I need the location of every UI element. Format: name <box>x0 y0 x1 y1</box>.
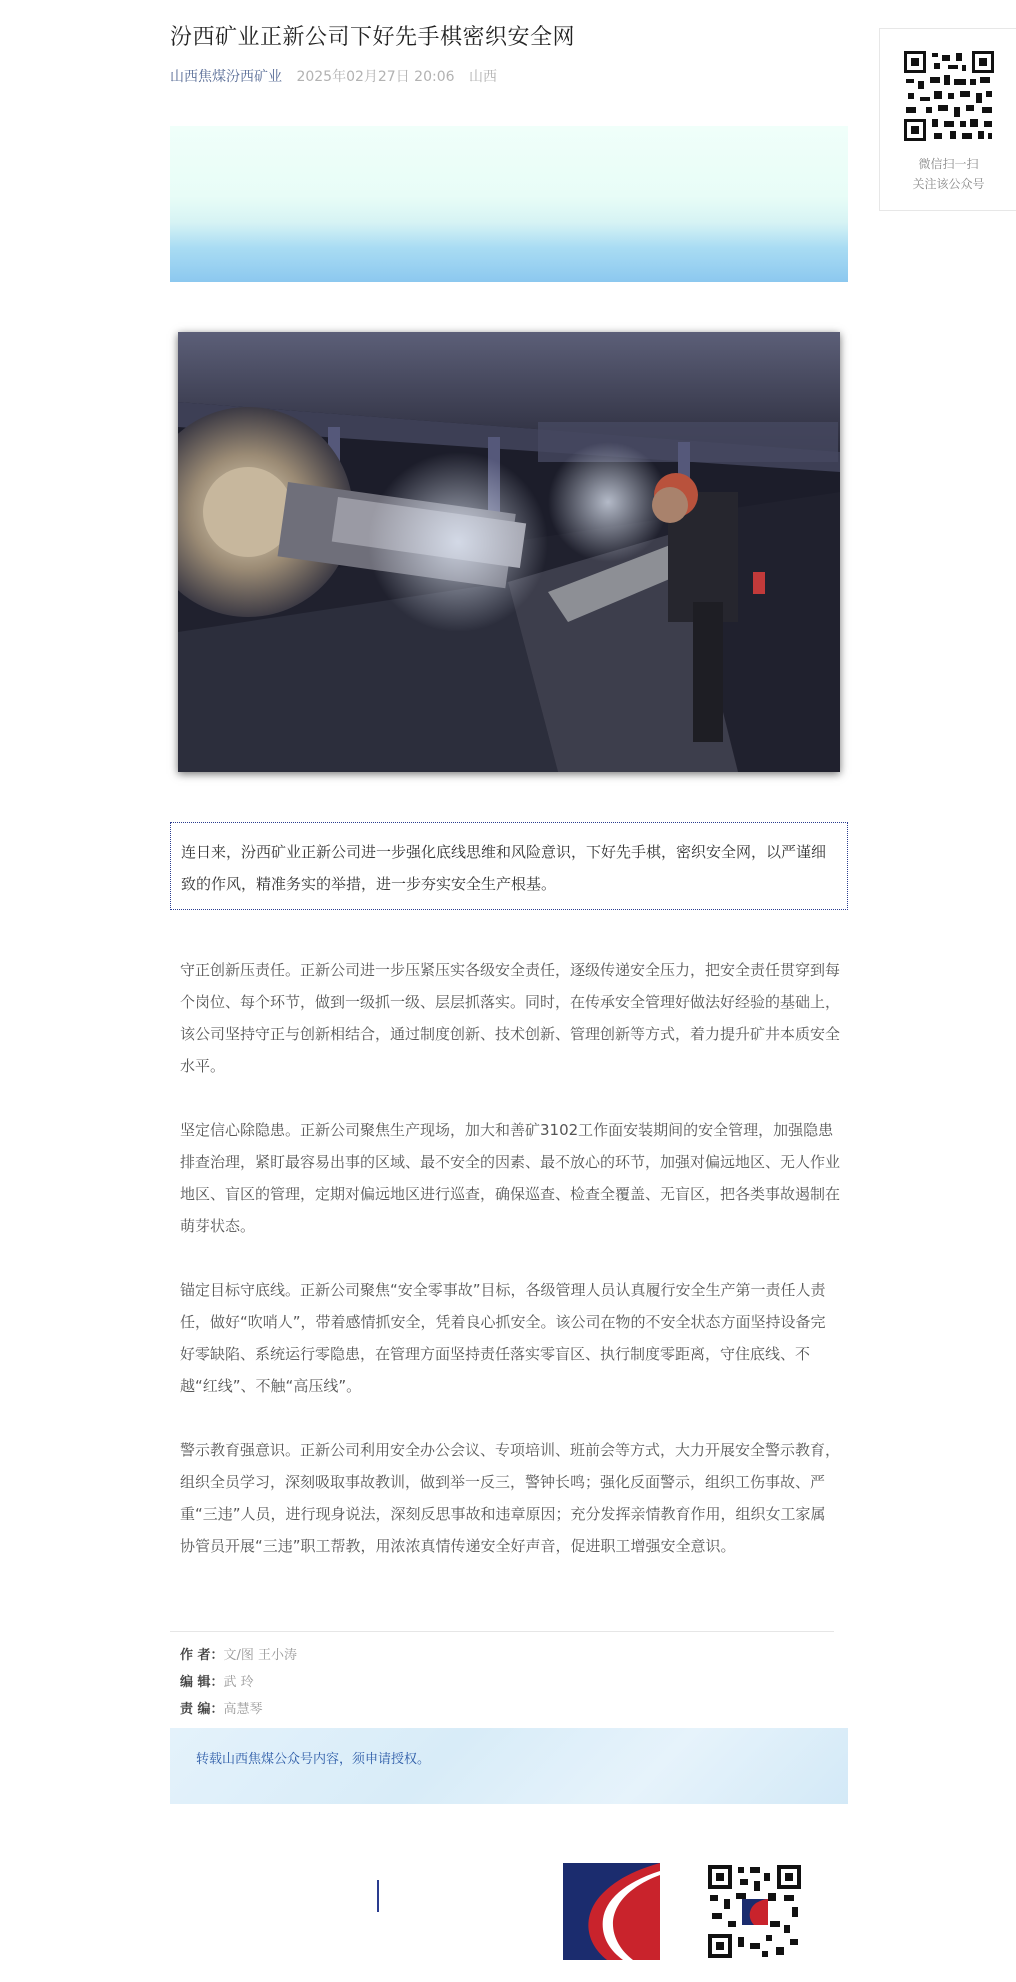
company-logo <box>563 1863 660 1960</box>
header-banner-image <box>170 126 848 282</box>
credits-divider <box>170 1631 834 1632</box>
footer-qr-code <box>706 1863 803 1960</box>
article-paragraph: 锚定目标守底线。正新公司聚焦“安全零事故”目标，各级管理人员认真履行安全生产第一责任人责任，做好“吹哨人”，带着感情抓安全，凭着良心抓安全。该公司在物的不安全状态方面坚持设备完好零缺陷、系统运行零隐患，在管理方面坚持责任落实零盲区、执行制度零距离，守住底线、不越“红线”、不触“高压线”。 <box>180 1281 826 1395</box>
credit-author-label: 作 者： <box>180 1648 224 1663</box>
credit-chief-editor-value: 高慧琴 <box>223 1702 263 1717</box>
credit-author-value: 文/图 王小涛 <box>223 1648 298 1663</box>
article-summary: 连日来，汾西矿业正新公司进一步强化底线思维和风险意识，下好先手棋，密织安全网，以严谨细致的作风，精准务实的举措，进一步夯实安全生产根基。 <box>170 822 848 910</box>
credit-chief-editor <box>180 1696 297 1723</box>
mining-photo <box>178 332 840 772</box>
article-credits <box>180 1642 297 1723</box>
follow-account-panel <box>879 28 1016 211</box>
article-paragraph: 警示教育强意识。正新公司利用安全办公会议、专项培训、班前会等方式，大力开展安全警示教育，组织全员学习，深刻吸取事故教训，做到举一反三，警钟长鸣；强化反面警示，组织工伤事故、严重“三违”人员，进行现身说法，深刻反思事故和违章原因；充分发挥亲情教育作用，组织女工家属协管员开展“三违”职工帮教，用浓浓真情传递安全好声音，促进职工增强安全意识。 <box>180 1441 841 1555</box>
credit-editor <box>180 1669 297 1696</box>
qr-caption-follow: 关注该公众号 <box>912 177 985 191</box>
credit-editor-value: 武 玲 <box>223 1675 254 1690</box>
qr-caption-scan: 微信扫一扫 <box>918 157 979 171</box>
footer-divider-bar <box>377 1880 379 1912</box>
article-meta <box>170 66 497 86</box>
account-qr-code <box>904 51 994 141</box>
reprint-notice <box>170 1728 848 1804</box>
article-paragraph: 坚定信心除隐患。正新公司聚焦生产现场，加大和善矿3102工作面安装期间的安全管理，加强隐患排查治理，紧盯最容易出事的区域、最不安全的因素、最不放心的环节，加强对偏远地区、无人作业地区、盲区的管理，定期对偏远地区进行巡查，确保巡查、检查全覆盖、无盲区，把各类事故遏制在萌芽状态。 <box>180 1121 841 1235</box>
credit-chief-editor-label: 责 编： <box>180 1702 224 1717</box>
credit-editor-label: 编 辑： <box>180 1675 224 1690</box>
article-title: 汾西矿业正新公司下好先手棋密织安全网 <box>170 25 576 50</box>
reprint-notice-text: 转载山西焦煤公众号内容，须申请授权。 <box>196 1752 431 1767</box>
credit-author <box>180 1642 297 1669</box>
publish-location: 山西 <box>468 69 497 85</box>
publish-date: 2025年02月27日 20:06 <box>296 69 455 85</box>
article-paragraph: 守正创新压责任。正新公司进一步压紧压实各级安全责任，逐级传递安全压力，把安全责任贯穿到每个岗位、每个环节，做到一级抓一级、层层抓落实。同时，在传承安全管理好做法好经验的基础上，该公司坚持守正与创新相结合，通过制度创新、技术创新、管理创新等方式，着力提升矿井本质安全水平。 <box>180 961 841 1075</box>
account-name-link[interactable]: 山西焦煤汾西矿业 <box>170 69 282 85</box>
